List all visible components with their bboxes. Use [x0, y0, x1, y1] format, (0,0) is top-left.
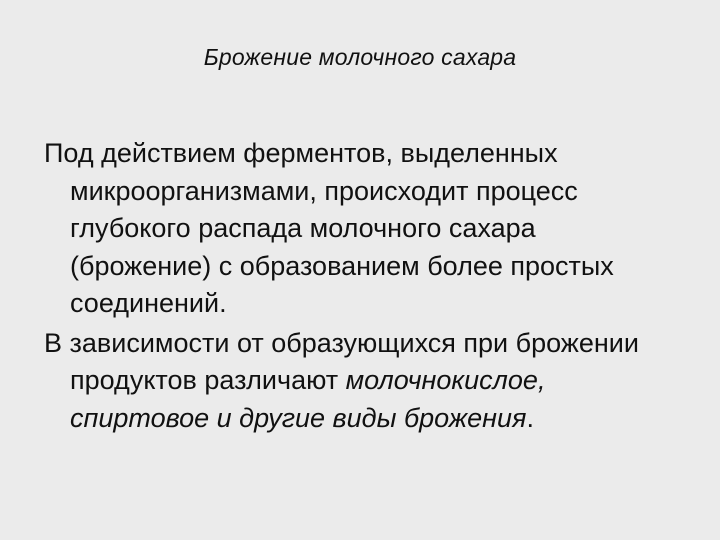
paragraph-fermentation-types [44, 325, 684, 438]
slide-body [44, 135, 684, 437]
paragraph-fermentation-process: Под действием ферментов, выделенных микроорганизмами, происходит процесс глубокого распада молочного сахара (брожение) с образованием более простых соединений. [44, 138, 614, 318]
paragraph-fermentation-types-text: В зависимости от образующихся при брожении продуктов различают [44, 327, 639, 395]
fermentation-types-emphasis: молочнокислое, спиртовое и другие виды брожения [70, 365, 546, 433]
paragraph-end-punctuation: . [526, 402, 534, 433]
slide-title: Брожение молочного сахара [203, 44, 517, 70]
